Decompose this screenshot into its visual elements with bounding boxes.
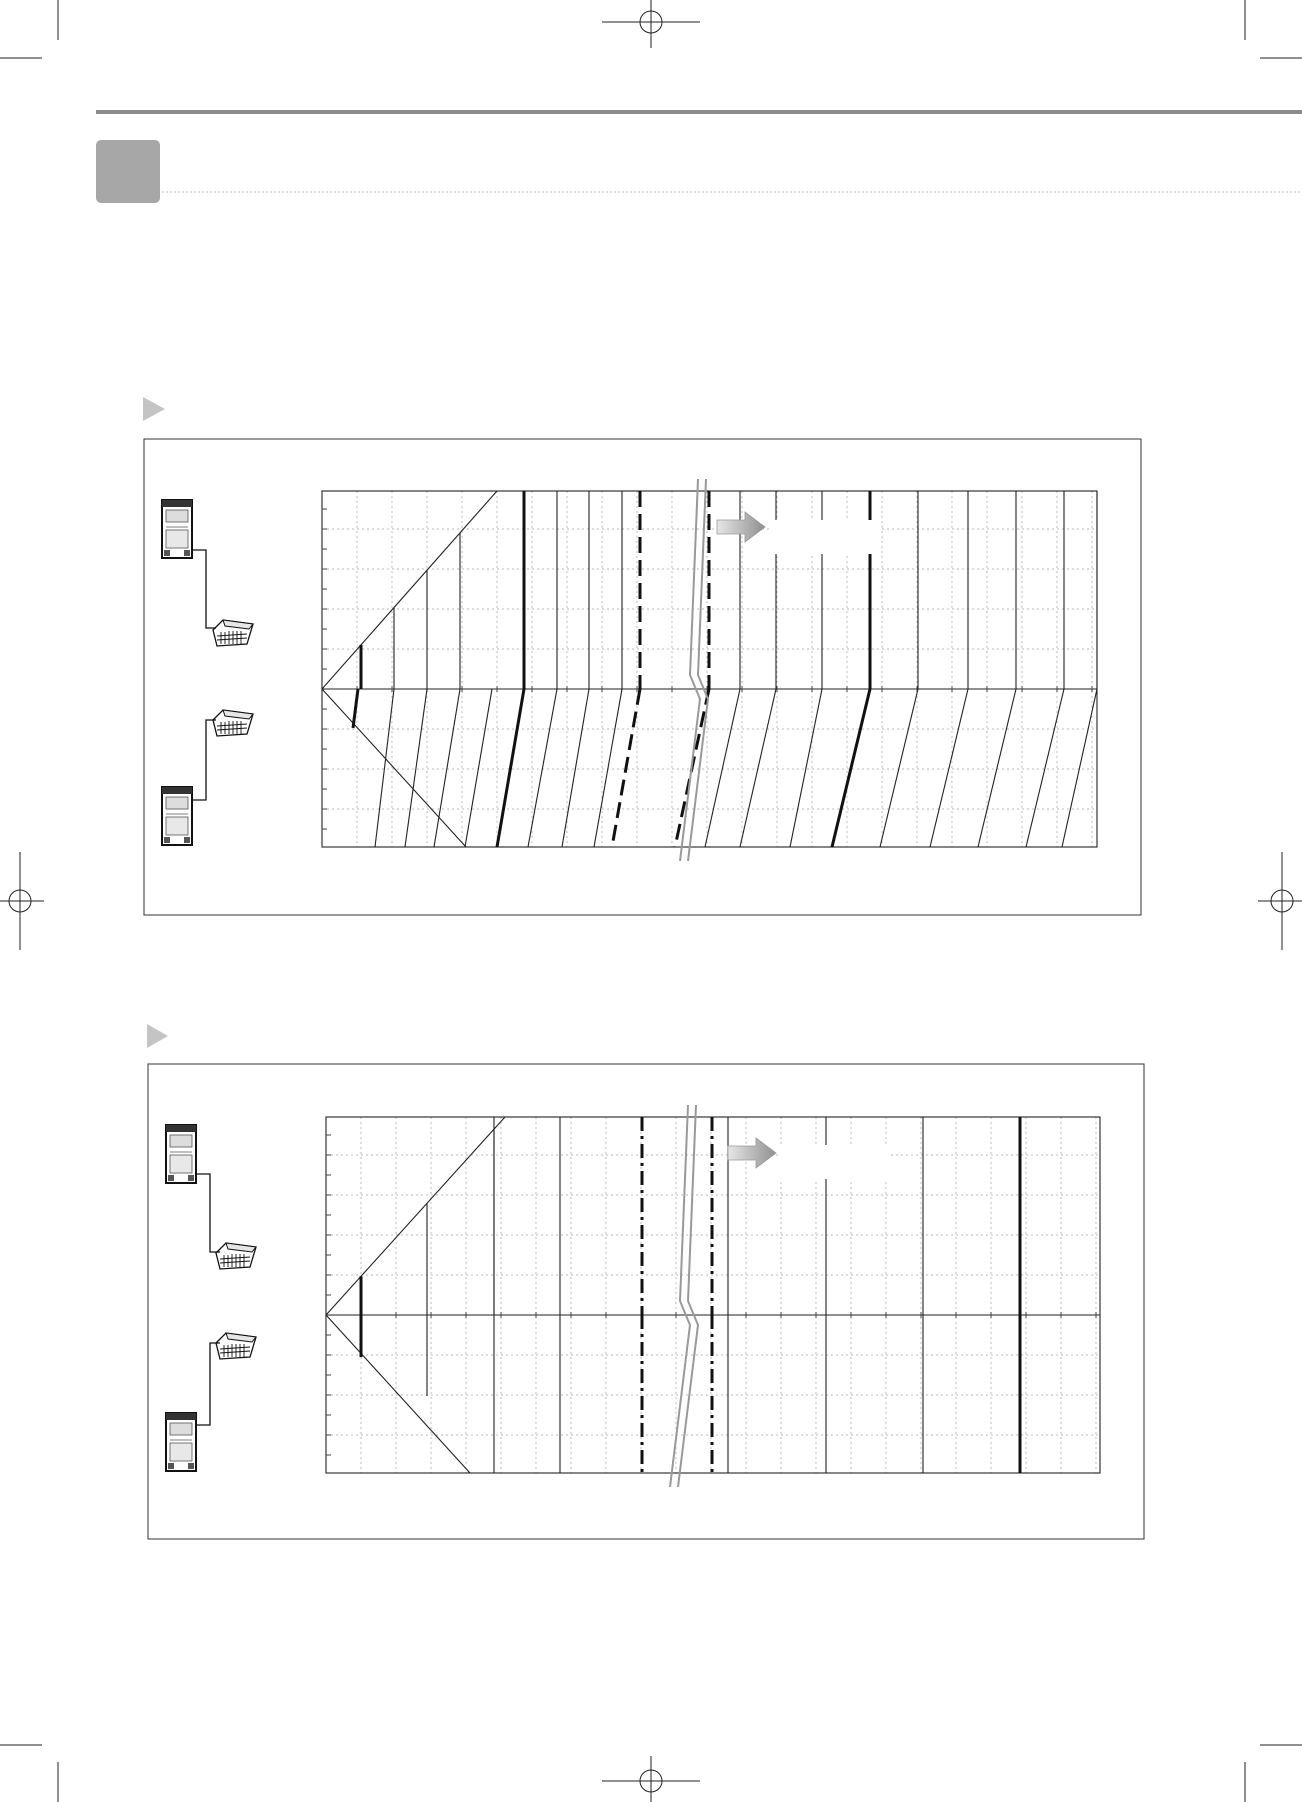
triangle-marker-icon [143,397,165,421]
curve-line [612,689,640,847]
wedge-edge [326,1117,505,1473]
curve-line [497,689,524,847]
curve-line [562,689,589,847]
outdoor-unit-icon [162,787,192,845]
diagram-1-chart [322,479,1097,861]
curve-line [465,689,492,847]
curve-line [790,689,822,847]
diagram-2-chart [326,1105,1100,1487]
indoor-cassette-icon [213,710,253,736]
curve-line [1026,689,1064,847]
outdoor-unit-icon [166,1413,196,1471]
registration-mark-top [602,0,700,48]
axis-break-line [670,1105,690,1487]
curve-line [978,689,1016,847]
diagram-2-units [166,1125,256,1471]
outdoor-unit-icon [162,500,192,558]
indoor-cassette-icon [216,1333,256,1359]
indoor-cassette-icon [213,620,253,646]
curve-line [705,689,740,847]
curve-line [740,689,776,847]
triangle-marker-icon [147,1024,168,1048]
label-cover [780,1145,890,1179]
outdoor-unit-icon [166,1125,196,1183]
diagram-1-units [162,500,253,845]
label-cover [770,520,880,554]
chart-frame [326,1117,1100,1473]
registration-mark-left [0,852,44,950]
curve-line [405,689,427,847]
curve-line [434,689,460,847]
curve-line [930,689,968,847]
diagram-1-frame [144,439,1141,915]
header-rule [96,110,1302,114]
diagram-2-frame [148,1064,1144,1539]
right-arrow-icon [717,512,765,542]
curve-line [375,689,394,847]
indoor-cassette-icon [216,1243,256,1269]
right-arrow-icon [728,1138,776,1168]
curve-line [594,689,622,847]
curve-line [880,689,918,847]
registration-mark-right [1258,852,1302,950]
section-number-badge [96,140,160,203]
registration-mark-bottom [602,1756,700,1802]
wedge-edge [322,491,497,847]
curve-line [832,689,870,847]
